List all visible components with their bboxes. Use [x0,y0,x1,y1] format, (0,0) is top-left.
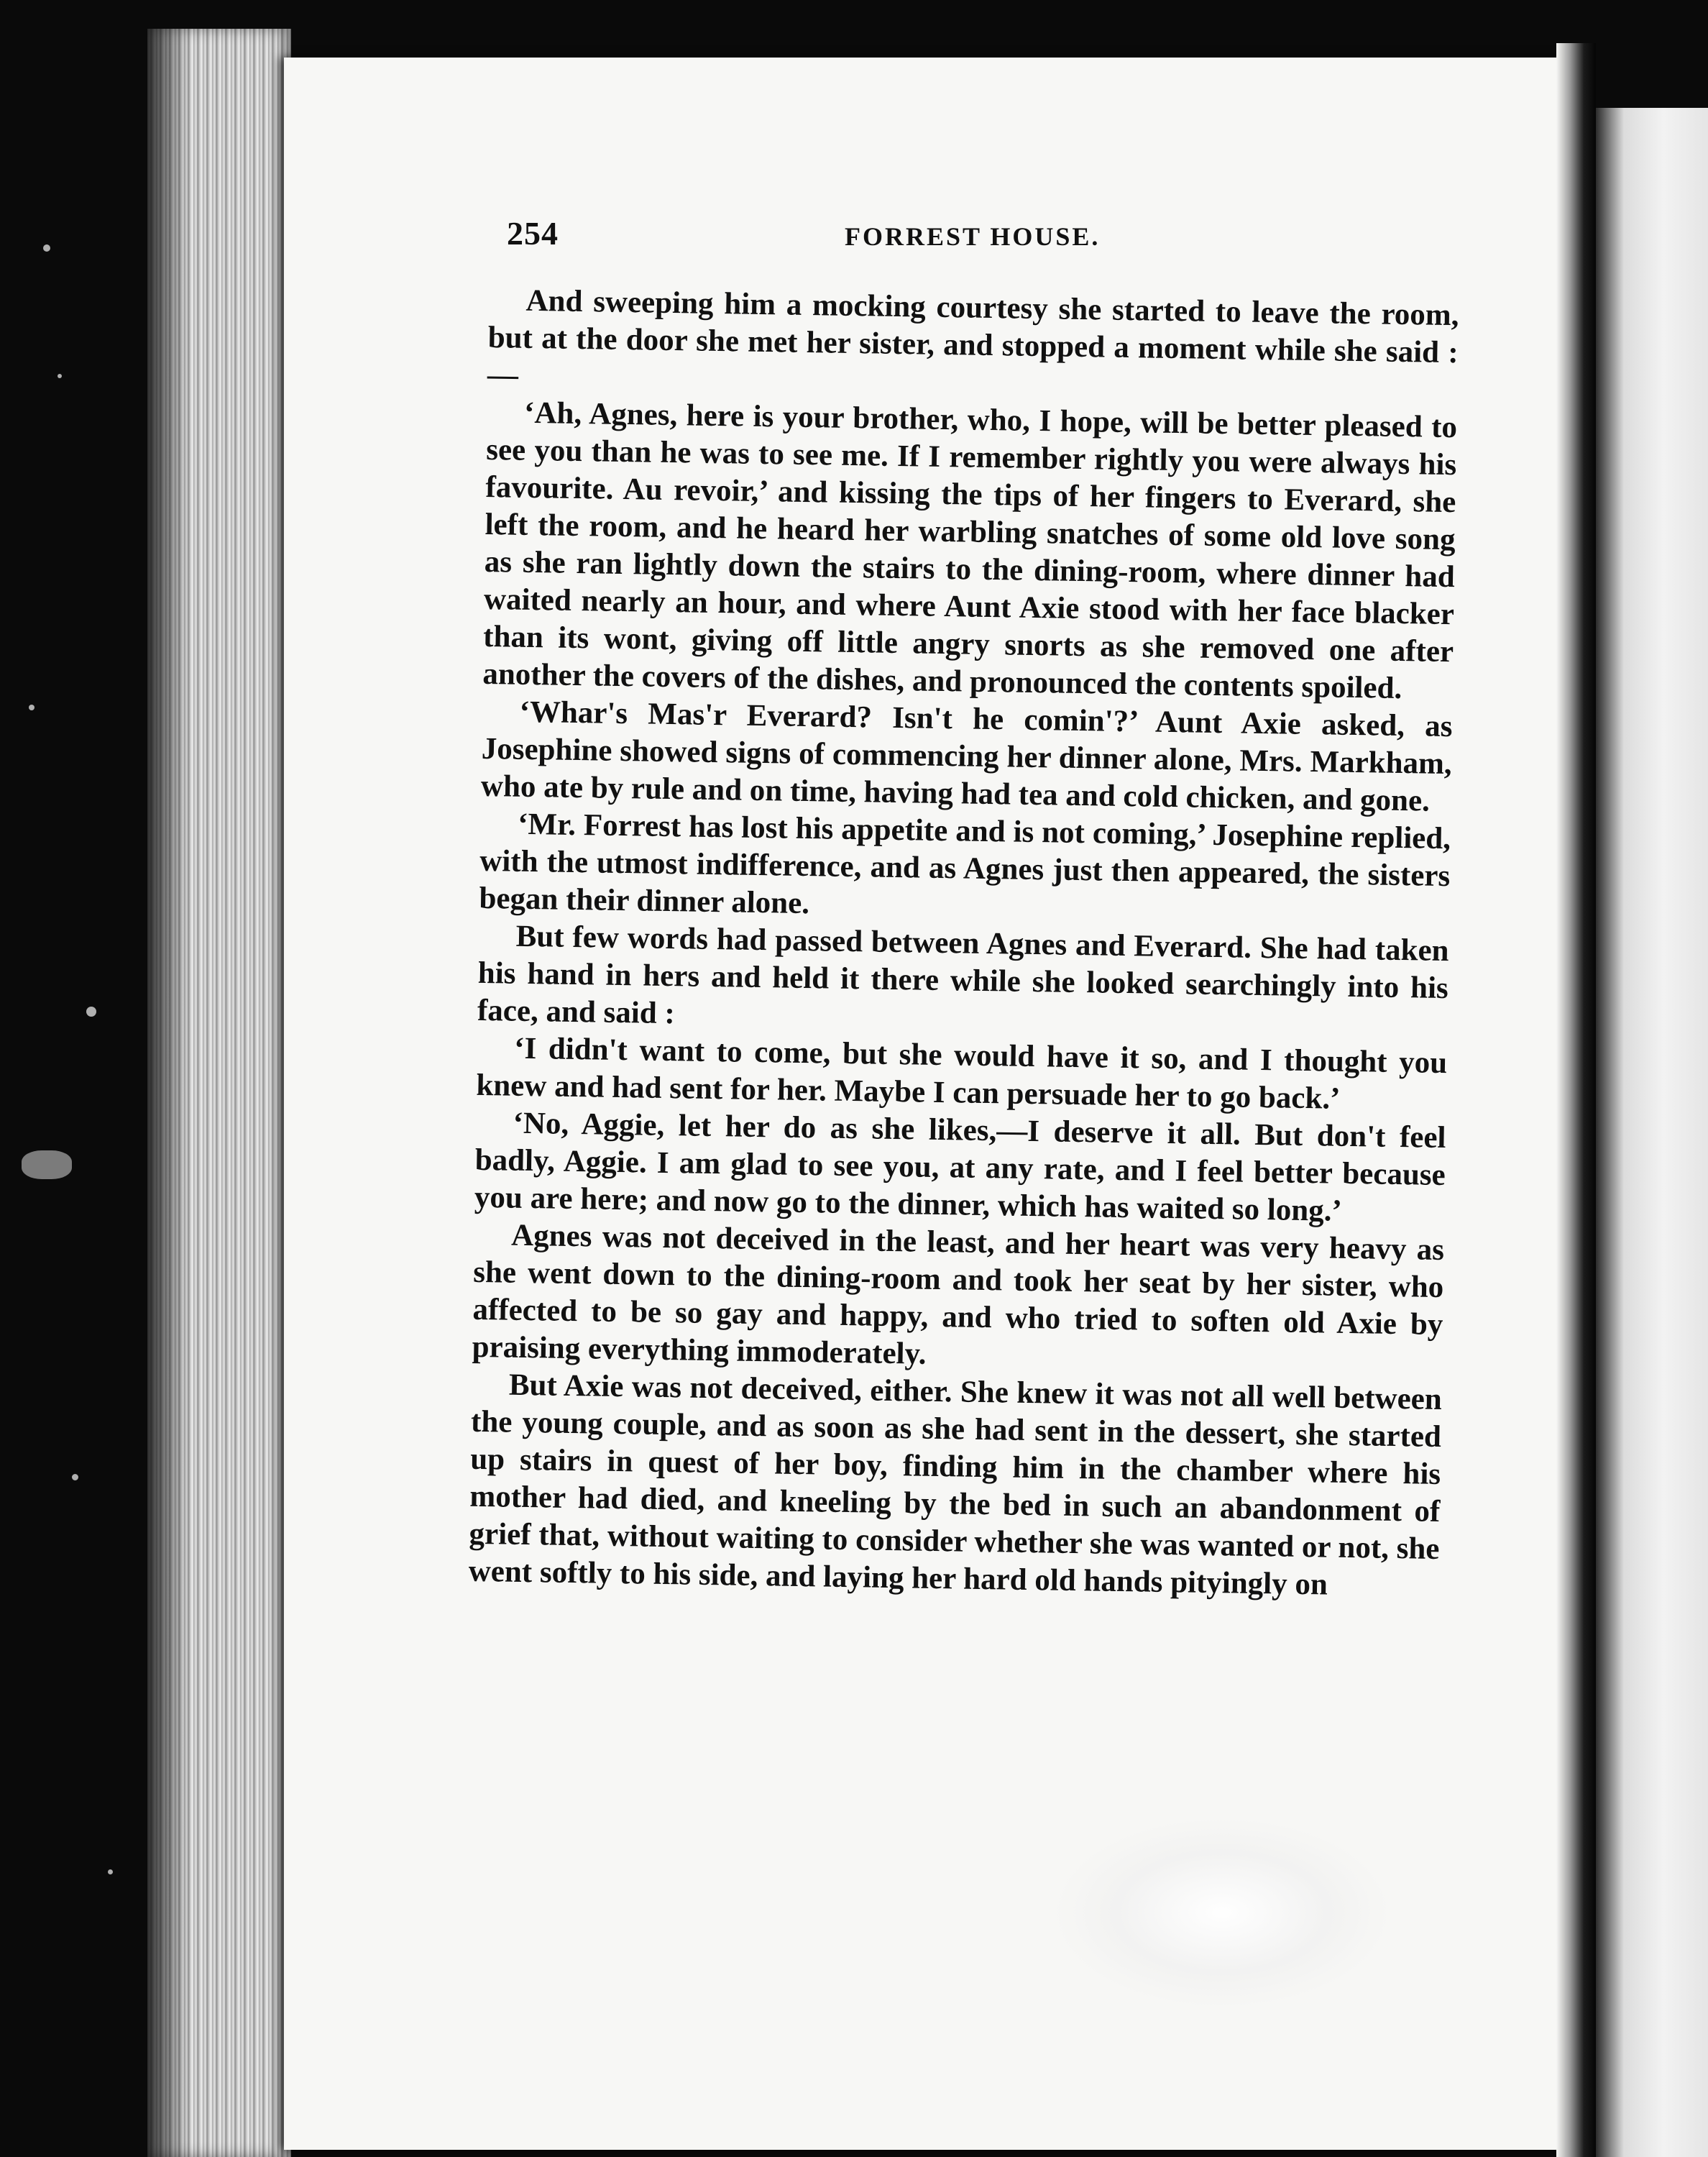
facing-page [1596,108,1708,2157]
dust-speck [29,705,35,710]
paragraph: But few words had passed between Agnes and Everard. She had taken his hand in hers and held it there while she looked searchingly into his face, and said : [477,919,1449,1031]
dust-speck [72,1474,78,1480]
page-header [507,214,1484,257]
dust-speck [43,244,50,252]
paragraph: Agnes was not deceived in the least, and her heart was very heavy as she went down to the dining-room and took her seat by her sister, who affected to be so gay and happy, and who tried to soften old Axie by praising everything immoderately. [472,1218,1445,1371]
book-gutter [1556,43,1596,2157]
paragraph: ‘Mr. Forrest has lost his appetite and is not coming,’ Josephine replied, with the utmost indifference, and as Agnes just then appeared, the sisters began their dinner alone. [479,807,1451,921]
running-head: FORREST HOUSE. [845,222,1101,251]
dust-speck [58,374,62,378]
dust-speck [108,1869,113,1874]
page-number: 254 [507,215,559,252]
dust-speck [86,1007,96,1017]
paragraph: But Axie was not deceived, either. She knew it was not all well between the young couple, and as soon as she had sent in the dessert, she started up stairs in quest of her boy, finding him in the chamber where his mother had died, and kneeling by the bed in such an abandonment of grief that, without waiting to consider whether she was wanted or not, she went softly to his side, and laying her hard old hands pityingly on [468,1368,1443,1602]
paragraph: ‘Whar's Mas'r Everard? Isn't he comin'?’ Aunt Axie asked, as Josephine showed signs of commencing her dinner alone, Mrs. Markham, who ate by rule and on time, having had tea and cold chicken, and gone. [480,695,1453,818]
paragraph: ‘I didn't want to come, but she would have it so, and I thought you knew and had sent for her. Maybe I can persuade her to go back.’ [476,1031,1448,1116]
paragraph: ‘No, Aggie, let her do as she likes,—I deserve it all. But don't feel badly, Aggie. I am glad to see you, at any rate, and I feel better because you are here; and now go to the dinner, which has waited so long.’ [474,1106,1446,1228]
paragraph: ‘Ah, Agnes, here is your brother, who, I hope, will be better pleased to see you than he was to see me. If I remember rightly you were always his favourite. Au revoir,’ and kissing the tips of her fingers to Everard, she left the room, and he heard her warbling snatches of some old love song as she ran lightly down the stairs to the dining-room, where dinner had waited nearly an hour, and where Aunt Axie stood with her face blacker than its wont, giving off little angry snorts as she removed one after another the covers of the dishes, and pronounced the contents spoiled. [482,395,1458,706]
page-stain [1057,1819,1387,2006]
book-fore-edge [147,29,291,2157]
body-text [468,282,1459,1606]
dust-speck [22,1150,72,1179]
paragraph: And sweeping him a mocking courtesy she started to leave the room, but at the door she met her sister, and stopped a moment while she said :— [487,283,1459,393]
